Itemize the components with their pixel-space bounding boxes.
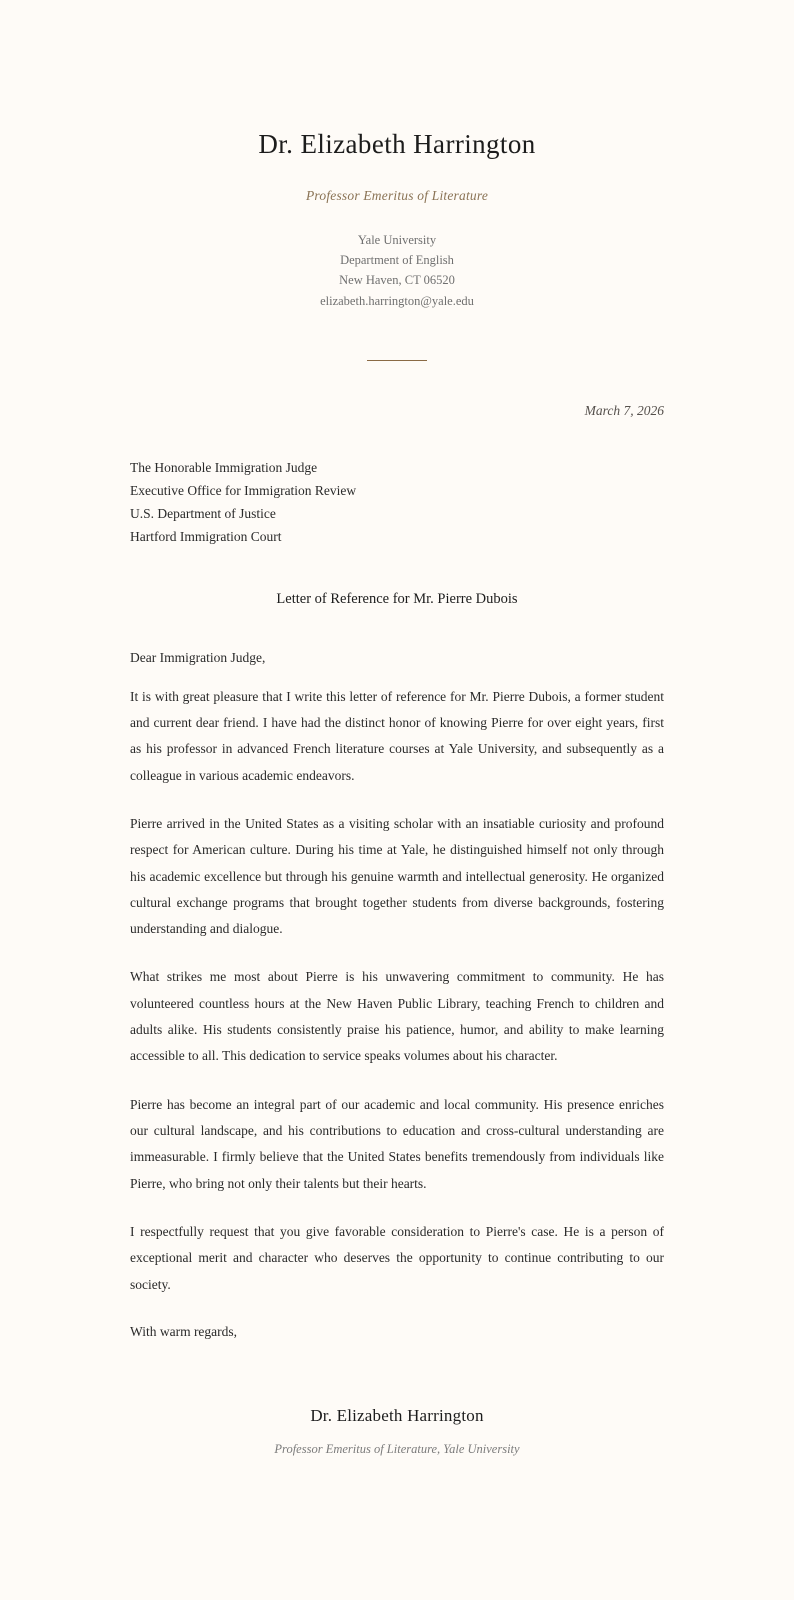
recipient-line-1: The Honorable Immigration Judge <box>130 459 318 475</box>
salutation: Dear Immigration Judge, <box>130 649 266 665</box>
contact-line-institution: Yale University <box>357 232 437 247</box>
contact-line-email: elizabeth.harrington@yale.edu <box>320 293 474 308</box>
recipient-line-3: U.S. Department of Justice <box>130 506 276 522</box>
body-paragraph-1: It is with great pleasure that I write this letter of reference for Mr. Pierre Dubois, a former student and current dear friend. I have had the distinct honor of knowing Pierre for over eight years, first as his professor in advanced French literature courses at Yale University, and subsequently as a colleague in various academic endeavors. <box>130 688 664 783</box>
letterhead-contact-block <box>130 230 664 311</box>
body-paragraph-3: What strikes me most about Pierre is his unwavering commitment to community. He has volunteered countless hours at the New Haven Public Library, teaching French to children and adults alike. His students consistently praise his patience, humor, and ability to make learning accessible to all. This dedication to service speaks volumes about his character. <box>130 969 664 1064</box>
divider <box>130 351 664 369</box>
letter-body <box>130 684 664 1298</box>
recipient-line-4: Hartford Immigration Court <box>130 529 282 545</box>
letterhead-subtitle: Professor Emeritus of Literature <box>305 187 489 203</box>
recipient-line-2: Executive Office for Immigration Review <box>130 482 357 498</box>
subject-line: Letter of Reference for Mr. Pierre Dubois <box>276 590 518 607</box>
closing-line: With warm regards, <box>130 1323 238 1339</box>
signature-title: Professor Emeritus of Literature, Yale University <box>274 1441 520 1456</box>
contact-line-address: New Haven, CT 06520 <box>339 273 455 288</box>
letter-date: March 7, 2026 <box>584 402 664 418</box>
body-paragraph-4: Pierre has become an integral part of our academic and local community. His presence enriches our cultural landscape, and his contributions to education and cross-cultural understanding are immeasurable. I firmly believe that the United States benefits tremendously from individuals like Pierre, who bring not only their talents but their hearts. <box>130 1096 664 1191</box>
body-paragraph-5: I respectfully request that you give favorable consideration to Pierre's case. He is a person of exceptional merit and character who deserves the opportunity to continue contributing to our society. <box>130 1223 664 1292</box>
signature-block <box>130 1406 664 1457</box>
signature-name: Dr. Elizabeth Harrington <box>310 1405 484 1425</box>
contact-line-department: Department of English <box>340 253 454 267</box>
recipient-block <box>130 456 664 549</box>
letterhead-name: Dr. Elizabeth Harrington <box>258 129 536 159</box>
page-bottom-spacer <box>130 1457 664 1577</box>
letterhead <box>130 0 664 311</box>
divider-rule <box>367 360 427 361</box>
body-paragraph-2: Pierre arrived in the United States as a visiting scholar with an insatiable curiosity and profound respect for American culture. During his time at Yale, he distinguished himself not only through his academic excellence but through his genuine warmth and intellectual generosity. He organized cultural exchange programs that brought together students from diverse backgrounds, fostering understanding and dialogue. <box>130 815 664 937</box>
